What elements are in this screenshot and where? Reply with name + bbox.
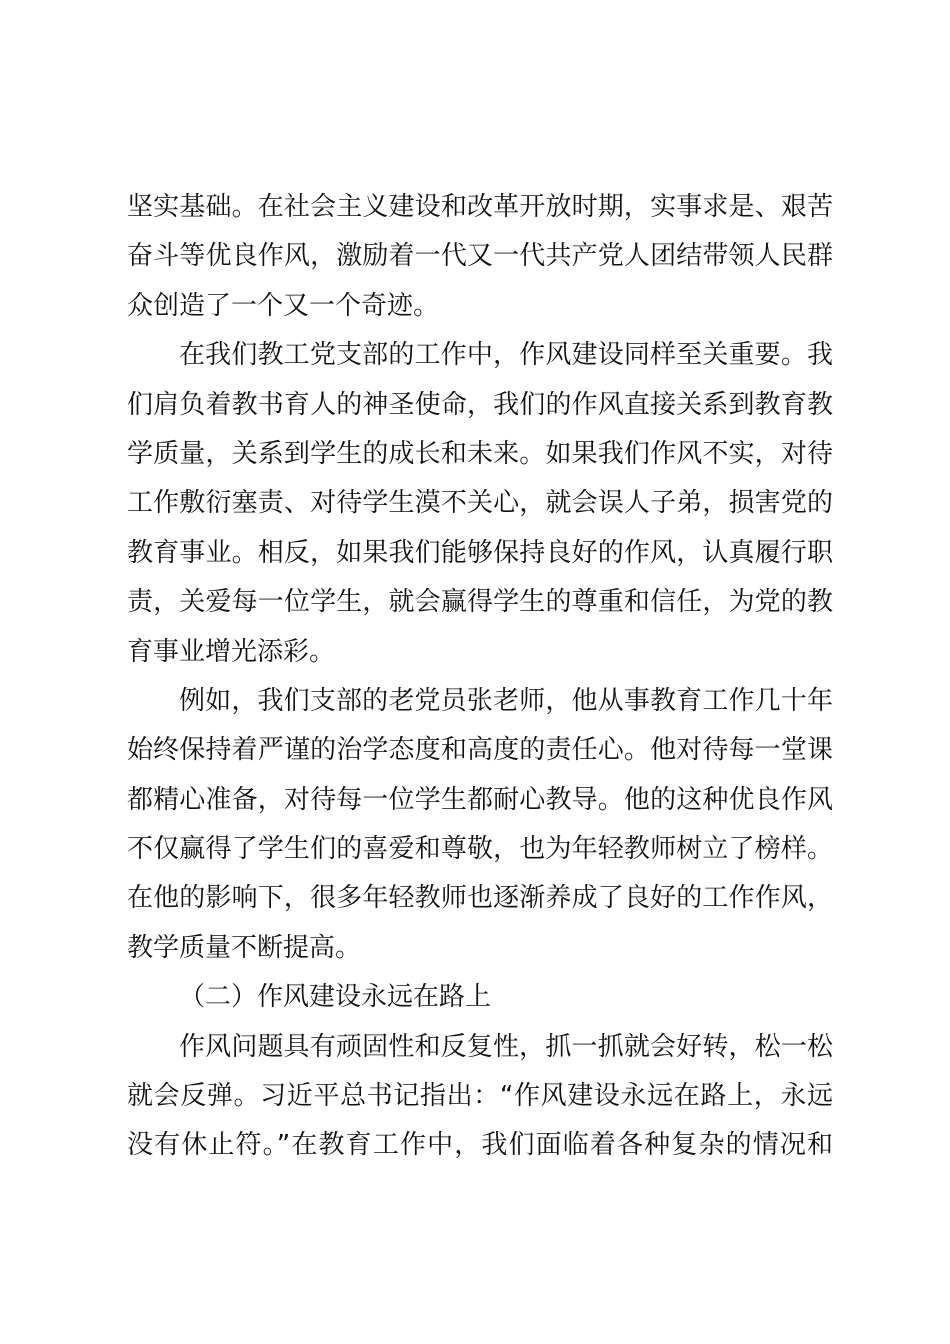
- paragraph-line: 在我们教工党支部的工作中，作风建设同样至关重要。我: [179, 340, 833, 371]
- paragraph-line: 例如，我们支部的老党员张老师，他从事教育工作几十年: [179, 685, 833, 716]
- paragraph-line: 工作敷衍塞责、对待学生漠不关心，就会误人子弟，损害党的: [127, 488, 833, 519]
- paragraph-line: 育事业增光添彩。: [127, 636, 336, 667]
- paragraph-line: 作风问题具有顽固性和反复性，抓一抓就会好转，松一松: [179, 1031, 833, 1062]
- paragraph-line: 奋斗等优良作风，激励着一代又一代共产党人团结带领人民群: [127, 241, 833, 272]
- paragraph-line: 坚实基础。在社会主义建设和改革开放时期，实事求是、艰苦: [127, 192, 833, 222]
- paragraph-line: 责，关爱每一位学生，就会赢得学生的尊重和信任，为党的教: [127, 587, 833, 618]
- body-text: [127, 183, 833, 1171]
- paragraph-line: 始终保持着严谨的治学态度和高度的责任心。他对待每一堂课: [127, 735, 833, 766]
- paragraph-line: 在他的影响下，很多年轻教师也逐渐养成了良好的工作作风，: [127, 883, 833, 914]
- paragraph-line: 不仅赢得了学生们的喜爱和尊敬，也为年轻教师树立了榜样。: [127, 834, 833, 865]
- paragraph-line: 就会反弹。习近平总书记指出：“作风建设永远在路上，永远: [127, 1081, 833, 1112]
- paragraph-line: 教育事业。相反，如果我们能够保持良好的作风，认真履行职: [127, 537, 833, 568]
- section-heading: （二）作风建设永远在路上: [179, 982, 492, 1013]
- paragraph-line: 都精心准备，对待每一位学生都耐心教导。他的这种优良作风: [127, 784, 833, 815]
- paragraph-line: 学质量，关系到学生的成长和未来。如果我们作风不实，对待: [127, 438, 833, 469]
- paragraph-line: 们肩负着教书育人的神圣使命，我们的作风直接关系到教育教: [127, 389, 833, 420]
- paragraph-line: 没有休止符。”在教育工作中，我们面临着各种复杂的情况和: [127, 1130, 833, 1161]
- paragraph-line: 众创造了一个又一个奇迹。: [127, 290, 440, 321]
- paragraph-line: 教学质量不断提高。: [127, 932, 362, 963]
